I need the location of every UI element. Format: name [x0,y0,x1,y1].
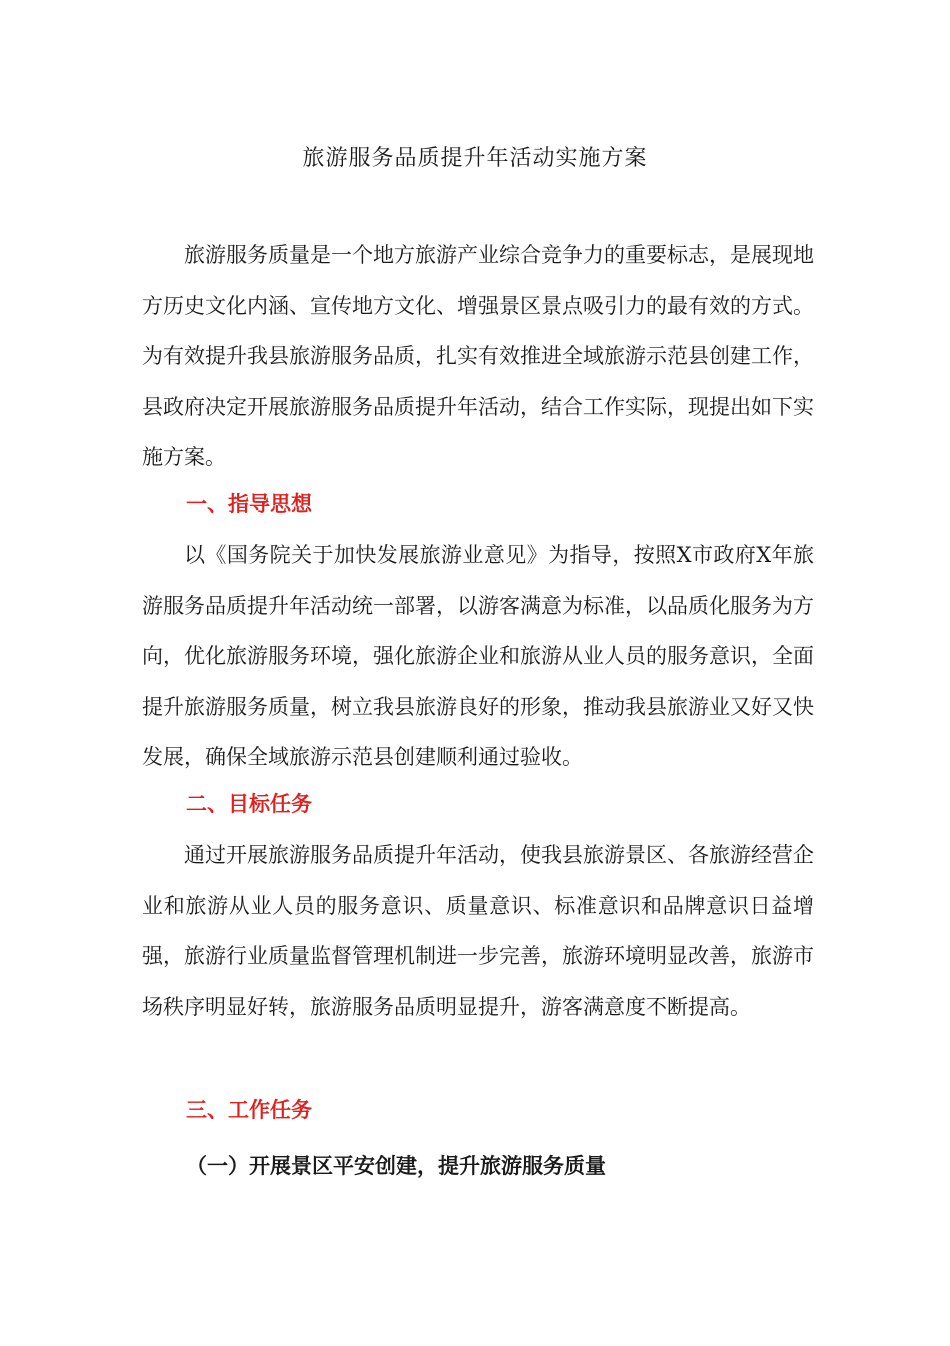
subsection-heading-scenic-safety: （一）开展景区平安创建，提升旅游服务质量 [186,1153,606,1178]
section-body-goals: 通过开展旅游服务品质提升年活动，使我县旅游景区、各旅游经营企业和旅游从业人员的服务意识、质量意识、标准意识和品牌意识日益增强，旅游行业质量监督管理机制进一步完善，旅游环境明显改善，旅游市场秩序明显好转，旅游服务品质明显提升，游客满意度不断提高。 [142,843,814,1019]
section-heading-goals: 二、目标任务 [186,791,312,816]
section-heading-work-tasks: 三、工作任务 [186,1097,312,1122]
section-heading-guiding-thought: 一、指导思想 [186,491,312,516]
intro-paragraph: 旅游服务质量是一个地方旅游产业综合竞争力的重要标志，是展现地方历史文化内涵、宣传地方文化、增强景区景点吸引力的最有效的方式。为有效提升我县旅游服务品质，扎实有效推进全域旅游示范县创建工作，县政府决定开展旅游服务品质提升年活动，结合工作实际，现提出如下实施方案。 [142,243,814,469]
document-title: 旅游服务品质提升年活动实施方案 [302,146,648,171]
section-body-guiding-thought: 以《国务院关于加快发展旅游业意见》为指导，按照X市政府X年旅游服务品质提升年活动统一部署，以游客满意为标准，以品质化服务为方向，优化旅游服务环境，强化旅游企业和旅游从业人员的服务意识，全面提升旅游服务质量，树立我县旅游良好的形象，推动我县旅游业又好又快发展，确保全域旅游示范县创建顺利通过验收。 [142,543,814,769]
